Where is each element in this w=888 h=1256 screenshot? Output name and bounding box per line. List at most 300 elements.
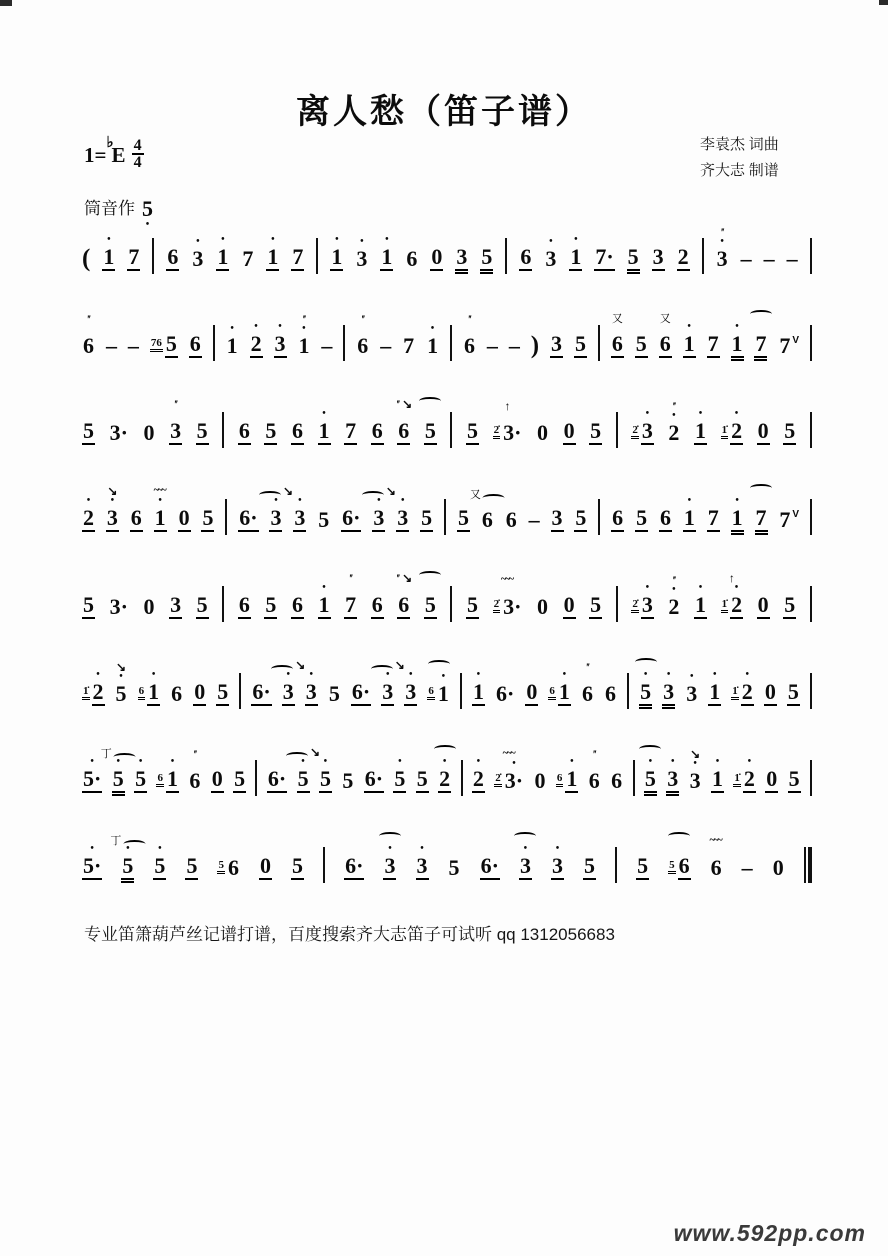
octave-dot-below — [524, 880, 527, 888]
note-digit: 5 — [627, 244, 639, 269]
scan-artifact-top-right — [879, 0, 888, 5]
note-token — [82, 497, 95, 540]
barline — [213, 325, 215, 361]
note-digit: 5 — [584, 853, 595, 878]
note-digit: 7 — [403, 333, 415, 358]
note-digit: 5· — [83, 766, 102, 791]
octave-dot-below — [207, 532, 210, 540]
note-core — [581, 673, 594, 714]
ornament-group — [395, 397, 412, 412]
note-core — [344, 584, 357, 627]
ornament-group — [428, 660, 450, 668]
octave-dot-below — [275, 532, 278, 540]
note-token — [109, 412, 129, 453]
note-digit: 1 — [103, 244, 115, 269]
note-token — [635, 497, 648, 540]
time-signature-bottom: 4 — [133, 154, 142, 171]
score — [82, 192, 812, 888]
note-token — [711, 758, 724, 801]
ornament-group — [348, 571, 353, 586]
octave-dot-below — [421, 793, 424, 801]
note-token — [134, 758, 147, 801]
note-digit: 2 — [250, 331, 262, 356]
note-digit: 3 — [294, 505, 306, 530]
note-digit: 1 — [694, 418, 706, 443]
octave-dot-above: • — [645, 582, 650, 593]
note-core — [416, 758, 429, 801]
slur-icon — [668, 832, 690, 840]
note-core — [233, 758, 246, 801]
note-digit: 5 — [265, 418, 277, 443]
note-token — [787, 671, 800, 714]
note-core — [641, 410, 654, 453]
note-core — [106, 497, 119, 540]
note-token — [721, 571, 744, 627]
note-token — [563, 410, 576, 453]
octave-dot-above: • — [643, 669, 648, 680]
note-core — [82, 325, 95, 366]
octave-dot-below — [488, 880, 491, 888]
note-token — [404, 671, 417, 714]
note-digit: 7 — [755, 505, 767, 530]
note-digit: 5 — [319, 766, 331, 791]
octave-dot-above: • — [230, 323, 234, 334]
barline — [239, 673, 241, 709]
note-token — [463, 312, 476, 366]
note-core — [297, 758, 310, 801]
octave-dot-above: • — [712, 669, 717, 680]
note-core — [82, 497, 95, 540]
octave-dot-below — [279, 358, 282, 366]
note-core — [757, 584, 770, 627]
note-digit: 5 — [457, 505, 469, 530]
octave-dot-above: • — [298, 495, 302, 506]
tremolo-icon: '' — [719, 225, 723, 239]
note-token — [757, 410, 770, 453]
note-digit: 5 — [83, 592, 94, 617]
note-digit: 5 — [186, 853, 198, 878]
octave-dot-below — [715, 880, 718, 888]
octave-dot-above: • — [196, 236, 200, 247]
note-digit: 0 — [757, 418, 769, 443]
octave-dot-above: • — [687, 495, 692, 506]
note-token — [250, 323, 263, 366]
note-digit: 6 — [611, 768, 623, 793]
octave-dot-below — [349, 445, 352, 453]
octave-dot-below — [403, 445, 406, 453]
note-core — [708, 671, 721, 714]
ornament-group — [668, 832, 690, 840]
tremolo-icon: '' — [395, 397, 399, 411]
score-line-3 — [82, 366, 812, 453]
octave-dot-above: • — [512, 758, 516, 769]
note-token — [82, 758, 102, 801]
ornament-group — [467, 312, 472, 327]
down-arrow-icon: ↘ — [402, 397, 413, 411]
octave-dot-below — [646, 619, 649, 627]
octave-dot-below — [170, 358, 173, 366]
parenthesis: ( — [82, 245, 91, 272]
note-token — [188, 747, 201, 801]
octave-dot-below — [350, 532, 353, 540]
octave-dot-below — [664, 358, 667, 366]
key-tonic: 1=♭E — [84, 135, 126, 167]
note-core — [216, 671, 229, 714]
note-token — [297, 312, 310, 366]
octave-dot-above: • — [119, 671, 123, 682]
ornament-group — [639, 745, 661, 753]
note-token — [341, 497, 361, 540]
octave-dot-below — [97, 706, 100, 714]
tremolo-icon: '' — [671, 399, 675, 413]
note-digit: 1 — [694, 592, 706, 617]
barline — [225, 499, 227, 535]
dash-note: – — [127, 333, 139, 358]
note-digit: 0 — [526, 679, 538, 704]
note-core — [154, 497, 167, 540]
note-core — [611, 323, 624, 366]
note-token — [282, 658, 306, 714]
note-token — [233, 758, 246, 801]
ornament-group — [720, 225, 725, 240]
note-token — [318, 410, 331, 453]
octave-dot-below — [174, 619, 177, 627]
note-token — [455, 236, 468, 279]
note-digit: 3 — [416, 853, 428, 878]
octave-dot-below — [788, 619, 791, 627]
note-core — [82, 845, 102, 888]
tremolo-icon: '' — [591, 747, 595, 761]
octave-dot-below — [376, 445, 379, 453]
octave-dot-below — [436, 271, 439, 279]
note-digit: 5 — [115, 681, 127, 706]
barline — [255, 760, 257, 796]
note-token — [269, 484, 293, 540]
barline — [810, 586, 812, 622]
note-digit: 1 — [709, 679, 721, 704]
octave-dot-above: • — [401, 495, 405, 506]
note-token — [426, 325, 439, 366]
octave-dot-below — [201, 445, 204, 453]
down-arrow-icon: ↘ — [107, 484, 118, 498]
note-core — [241, 238, 254, 279]
note-digit: 2 — [472, 766, 484, 791]
barline — [598, 499, 600, 535]
note-token — [589, 584, 602, 627]
note-token — [371, 410, 384, 453]
tremolo-icon: '' — [395, 571, 399, 585]
note-core — [689, 760, 702, 801]
note-core — [731, 323, 744, 366]
octave-dot-below — [120, 706, 123, 714]
note-core — [641, 584, 654, 627]
note-core — [563, 584, 576, 627]
note-token — [438, 758, 451, 801]
note-digit: 6· — [351, 679, 371, 704]
octave-dot-above: • — [745, 669, 750, 680]
note-digit: 3 — [192, 246, 204, 271]
octave-dot-below — [118, 619, 121, 627]
note-digit: 7 — [345, 592, 357, 617]
note-core — [683, 323, 696, 366]
octave-dot-above: • — [322, 408, 326, 419]
note-digit: 6 — [588, 768, 600, 793]
barline — [460, 673, 462, 709]
note-token — [733, 758, 756, 801]
note-token — [372, 484, 396, 540]
note-digit: 5 — [635, 331, 647, 356]
octave-dot-below — [421, 880, 424, 888]
barline — [615, 847, 617, 883]
note-core — [291, 410, 304, 453]
note-digit: 5 — [297, 766, 309, 791]
note-core — [594, 236, 614, 279]
octave-dot-below — [771, 793, 774, 801]
ornament-group — [672, 573, 677, 588]
note-digit: 5 — [784, 418, 796, 443]
octave-dot-below — [174, 445, 177, 453]
note-digit: 5 — [265, 592, 277, 617]
octave-dot-above: • — [562, 669, 567, 680]
note-token — [328, 673, 341, 714]
note-token — [754, 323, 767, 366]
octave-dot-below — [148, 445, 151, 453]
note-core — [437, 673, 450, 714]
note-core — [455, 236, 468, 279]
note-digit: 6 — [481, 507, 493, 532]
note-token — [589, 410, 602, 453]
note-core — [502, 586, 522, 627]
octave-dot-below — [296, 619, 299, 627]
note-core — [463, 325, 476, 366]
note-core — [710, 847, 723, 888]
note-digit: 6 — [291, 418, 303, 443]
down-arrow-icon: ↘ — [394, 658, 405, 672]
score-line-4 — [82, 453, 812, 540]
slur-icon — [271, 665, 293, 673]
note-token — [683, 323, 696, 366]
note-core — [481, 499, 494, 540]
note-token — [293, 497, 306, 540]
octave-dot-above: • — [90, 756, 94, 767]
note-token — [594, 236, 614, 279]
octave-dot-below — [361, 271, 364, 279]
octave-dot-above: • — [385, 234, 389, 245]
note-token — [201, 497, 214, 540]
note-token — [689, 747, 702, 801]
barline — [810, 412, 812, 448]
note-token — [765, 758, 778, 801]
octave-dot-below — [403, 619, 406, 627]
note-digit: 3· — [109, 594, 128, 619]
credits — [700, 132, 779, 185]
note-token — [659, 497, 672, 540]
note-token — [709, 834, 723, 888]
note-digit: 6· — [495, 681, 515, 706]
note-core — [330, 236, 343, 279]
note-core — [372, 497, 385, 540]
note-token — [226, 325, 239, 366]
octave-dot-above: • — [323, 756, 328, 767]
note-core — [519, 845, 532, 888]
slur-icon — [639, 745, 661, 753]
note-token — [536, 586, 549, 627]
octave-dot-below — [793, 793, 796, 801]
grace-note: 5 — [668, 860, 676, 874]
note-digit: 6· — [239, 505, 258, 530]
octave-dot-below — [296, 880, 299, 888]
octave-dot-above: • — [574, 234, 578, 245]
note-digit: 3 — [686, 681, 698, 706]
note-token — [494, 747, 524, 801]
grace-note: 2̇ — [493, 599, 501, 613]
note-digit: 5 — [196, 418, 208, 443]
note-digit: 5 — [122, 853, 134, 878]
grace-note: 1̇ — [733, 773, 741, 787]
octave-dot-below — [238, 793, 241, 801]
note-digit: 0 — [563, 592, 575, 617]
note-digit: 0 — [260, 853, 271, 878]
down-arrow-icon: ↘ — [402, 571, 413, 585]
score-line-6 — [82, 627, 812, 714]
note-token — [319, 758, 332, 801]
note-core — [291, 584, 304, 627]
note-core — [328, 673, 341, 714]
note-core — [424, 584, 437, 627]
octave-dot-below — [296, 445, 299, 453]
octave-dot-above: • — [672, 584, 676, 595]
octave-dot-below — [673, 445, 676, 453]
note-core — [153, 845, 166, 888]
note-token — [731, 671, 754, 714]
note-token — [393, 758, 406, 801]
octave-dot-above: • — [747, 756, 752, 767]
note-core — [652, 236, 665, 279]
note-token — [150, 323, 178, 366]
octave-dot-above: • — [110, 495, 115, 506]
note-token — [611, 497, 624, 540]
note-digit: 6 — [612, 505, 624, 530]
note-digit: 5 — [424, 418, 436, 443]
down-arrow-icon: ↘ — [385, 484, 396, 498]
note-token — [82, 584, 95, 627]
note-core — [196, 410, 209, 453]
octave-dot-below — [539, 793, 542, 801]
note-digit: 1 — [267, 244, 279, 269]
note-core — [754, 323, 767, 366]
note-digit: 3· — [503, 594, 522, 619]
grace-note: 6 — [138, 686, 146, 700]
octave-dot-above: • — [385, 669, 390, 680]
note-token — [707, 323, 720, 366]
octave-dot-below — [594, 619, 597, 627]
note-digit: 6 — [189, 768, 201, 793]
octave-dot-below — [260, 706, 263, 714]
octave-dot-below — [336, 271, 339, 279]
ornament-group — [585, 660, 590, 675]
octave-dot-above: • — [409, 669, 413, 680]
note-token — [667, 399, 680, 453]
octave-dot-below — [429, 445, 432, 453]
note-token — [495, 673, 515, 714]
tremolo-icon: '' — [671, 573, 675, 587]
note-core — [381, 671, 394, 714]
octave-dot-above: • — [549, 236, 553, 247]
note-digit: 5 — [112, 766, 124, 791]
note-digit: 1 — [437, 681, 449, 706]
note-core — [319, 758, 332, 801]
barline — [627, 673, 629, 709]
note-token — [344, 845, 364, 888]
barline — [461, 760, 463, 796]
octave-dot-below — [429, 619, 432, 627]
note-digit: 1 — [683, 331, 695, 356]
octave-dot-below — [302, 793, 305, 801]
note-digit: 3 — [689, 768, 701, 793]
note-core — [416, 845, 429, 888]
note-token — [534, 760, 547, 801]
barline — [810, 238, 812, 274]
note-core — [551, 497, 564, 540]
dash-note: – — [105, 333, 117, 358]
note-core — [130, 497, 143, 540]
octave-dot-below — [462, 532, 465, 540]
octave-dot-below — [762, 445, 765, 453]
note-core — [563, 410, 576, 453]
note-core — [282, 671, 295, 714]
note-core — [170, 673, 183, 714]
grace-note: 5 — [217, 860, 225, 874]
octave-dot-above: • — [523, 843, 528, 854]
note-token — [668, 845, 691, 888]
octave-dot-below — [91, 793, 94, 801]
ornament-group — [660, 310, 671, 326]
barline — [444, 499, 446, 535]
note-token — [685, 673, 698, 714]
note-token — [395, 571, 413, 627]
octave-dot-above: • — [720, 236, 724, 247]
note-digit: 5 — [637, 853, 649, 878]
note-token — [424, 410, 437, 453]
score-line-8 — [82, 801, 812, 888]
octave-dot-below — [87, 532, 90, 540]
note-digit: 5 — [328, 681, 340, 706]
ornament-group — [107, 484, 117, 499]
note-core — [716, 238, 729, 279]
note-digit: 1 — [154, 505, 166, 530]
note-core — [707, 497, 720, 540]
octave-dot-below — [255, 358, 258, 366]
note-token — [569, 236, 582, 279]
note-token — [466, 584, 479, 627]
dash-note: – — [786, 246, 798, 271]
down-arrow-icon: ↘ — [690, 747, 701, 761]
octave-dot-below — [688, 532, 691, 540]
note-core — [344, 410, 357, 453]
note-token — [544, 238, 557, 279]
note-core — [730, 584, 743, 627]
slur-icon — [286, 752, 308, 760]
note-token — [143, 586, 156, 627]
octave-dot-above: • — [670, 756, 675, 767]
ornament-group — [302, 312, 307, 327]
barline — [222, 412, 224, 448]
note-token — [721, 410, 744, 453]
note-digit: 3· — [503, 420, 522, 445]
wavy-line-icon: ~~~ — [709, 834, 721, 846]
finger-mark-icon: 丁 — [110, 835, 122, 847]
note-digit: 3 — [356, 246, 368, 271]
